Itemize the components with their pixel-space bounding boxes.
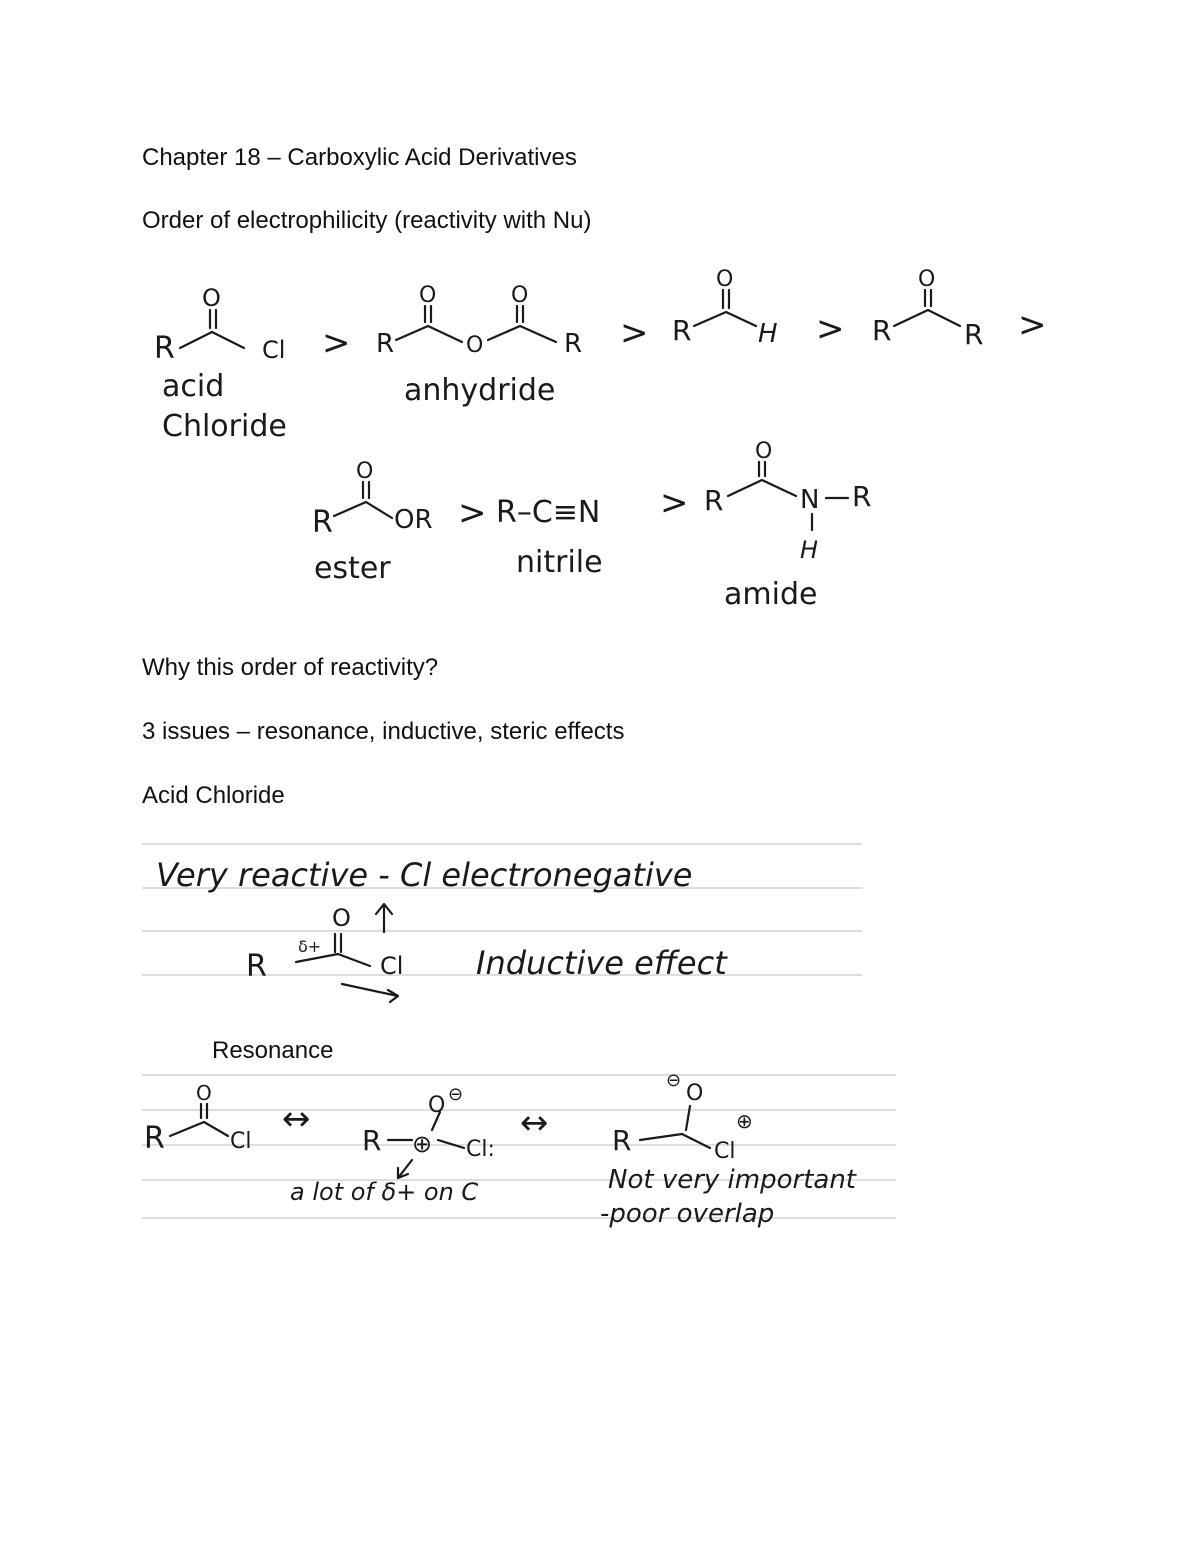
pointer-arrow-icon <box>398 1160 412 1178</box>
gt-1: > <box>322 323 351 363</box>
note-delta: δ+ <box>298 937 322 956</box>
aldehyde-h: H <box>758 319 778 349</box>
acid-chloride-label-1: acid <box>162 369 225 404</box>
chapter-title: Chapter 18 – Carboxylic Acid Derivatives <box>142 144 577 171</box>
note-very-reactive: Very reactive - Cl electronegative <box>156 856 693 894</box>
order-heading: Order of electrophilicity (reactivity with Nu) <box>142 207 592 234</box>
res2-o: O <box>428 1093 446 1118</box>
nitrile-formula: R–C≡N <box>496 495 601 530</box>
resonance-structure-3 <box>612 1070 753 1164</box>
ester-or: OR <box>394 505 433 535</box>
gt-6: > <box>660 483 689 523</box>
note-o: O <box>332 904 351 932</box>
acid-chloride-cl: Cl <box>262 336 286 364</box>
ketone-o: O <box>918 267 936 292</box>
gt-4: > <box>1018 305 1047 345</box>
anhydride-o1: O <box>419 283 437 308</box>
aldehyde-r: R <box>672 314 692 347</box>
acid-chloride-heading: Acid Chloride <box>142 782 285 809</box>
resonance-arrow-1: ↔ <box>282 1099 311 1139</box>
anhydride-r2: R <box>564 329 583 359</box>
amide-label: amide <box>724 577 818 612</box>
ester-r: R <box>312 505 333 540</box>
ester-o: O <box>356 459 374 484</box>
note-cl: Cl <box>380 952 404 980</box>
res1-o: O <box>196 1081 212 1105</box>
issues-line: 3 issues – resonance, inductive, steric effects <box>142 718 625 745</box>
note-inductive-effect: Inductive effect <box>476 944 727 982</box>
why-heading: Why this order of reactivity? <box>142 654 439 681</box>
gt-2: > <box>620 313 649 353</box>
amide-o: O <box>755 439 773 464</box>
res2-r: R <box>362 1124 382 1157</box>
res2-charge-c: ⊕ <box>412 1130 433 1158</box>
ester-label: ester <box>314 551 391 586</box>
acid-chloride-o: O <box>202 284 221 312</box>
anhydride-bridge-o: O <box>466 333 484 358</box>
res3-o: O <box>686 1081 704 1106</box>
note-lot-of-delta: a lot of δ+ on C <box>290 1178 479 1206</box>
ketone-r1: R <box>872 314 892 347</box>
resonance-heading: Resonance <box>212 1037 334 1064</box>
note-r: R <box>246 949 267 984</box>
res1-r: R <box>144 1121 165 1156</box>
amide-r: R <box>704 484 724 517</box>
nitrile-label: nitrile <box>516 545 603 580</box>
acid-chloride-label-2: Chloride <box>162 409 287 444</box>
res3-cl: Cl <box>714 1139 736 1164</box>
res3-charge-o: ⊖ <box>666 1070 682 1091</box>
note-poor-overlap: -poor overlap <box>600 1199 775 1229</box>
amide-n: N <box>800 485 820 515</box>
gt-3: > <box>816 309 845 349</box>
anhydride-r1: R <box>376 329 395 359</box>
anhydride-o2: O <box>511 283 529 308</box>
res3-charge-cl: ⊕ <box>736 1109 753 1133</box>
gt-5: > <box>458 493 487 533</box>
resonance-arrow-2: ↔ <box>520 1103 549 1143</box>
res2-charge-o: ⊖ <box>448 1084 464 1105</box>
ketone-r2: R <box>964 318 984 351</box>
acid-chloride-r: R <box>154 331 175 366</box>
res1-cl: Cl <box>230 1129 252 1154</box>
res3-r: R <box>612 1124 632 1157</box>
anhydride-label: anhydride <box>404 373 556 408</box>
aldehyde-o: O <box>716 267 734 292</box>
res2-cl: Cl: <box>466 1137 495 1162</box>
amide-nr: R <box>852 480 872 513</box>
note-not-important: Not very important <box>608 1165 856 1195</box>
resonance-structure-2 <box>362 1084 495 1178</box>
amide-h: H <box>800 536 819 564</box>
